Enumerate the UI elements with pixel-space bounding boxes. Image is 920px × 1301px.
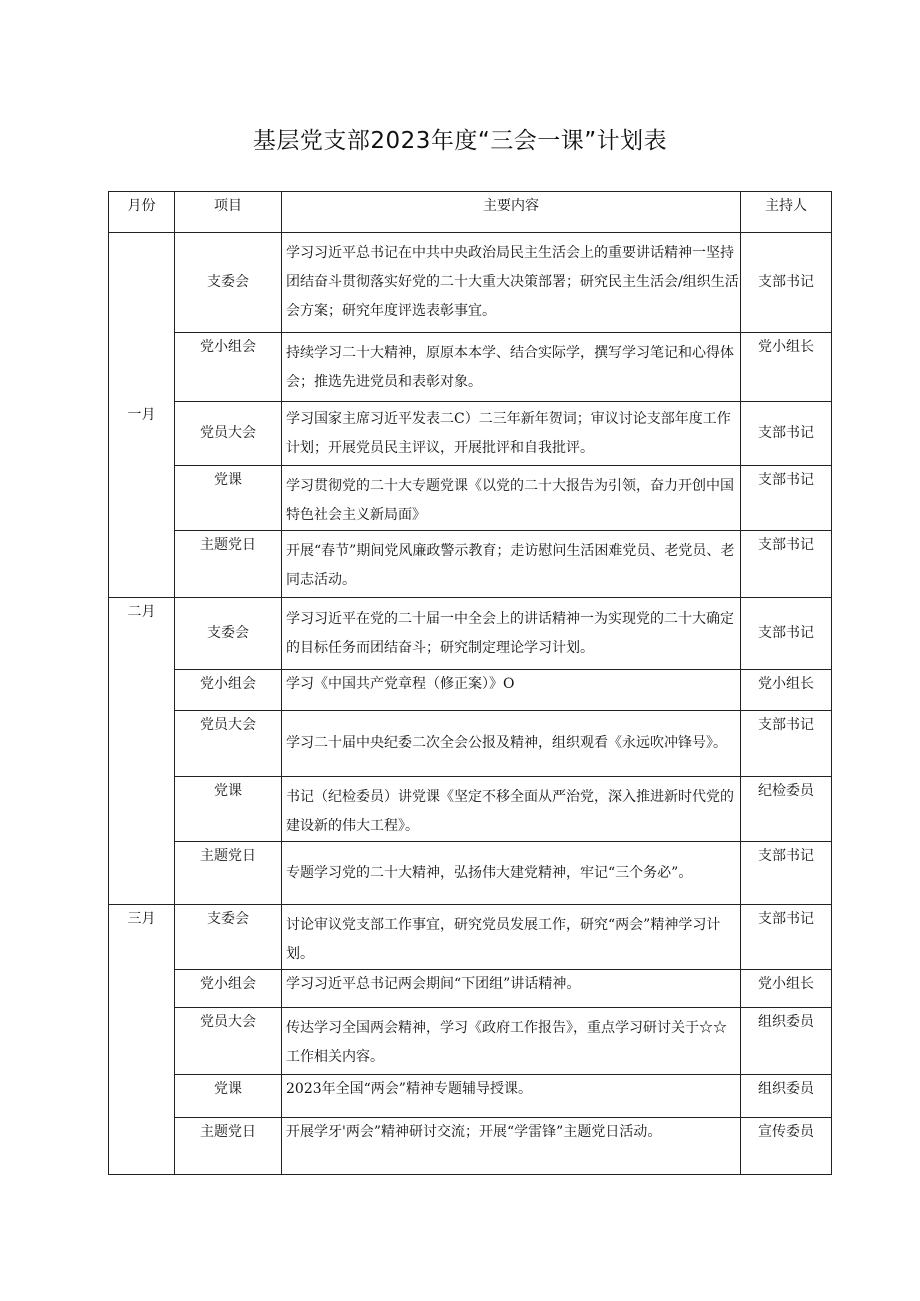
content-cell: 传达学习全国两会精神，学习《政府工作报告》，重点学习研讨关于☆☆工作相关内容。	[282, 1008, 741, 1075]
content-cell: 2023年全国“两会”精神专题辅导授课。	[282, 1075, 741, 1118]
table-row	[109, 333, 832, 402]
table-row	[109, 670, 832, 711]
content-cell: 持续学习二十大精神，原原本本学、结合实际学，撰写学习笔记和心得体会；推选先进党员和表彰对象。	[282, 333, 741, 402]
content-cell: 讨论审议党支部工作事宜，研究党员发展工作，研究“两会”精神学习计划。	[282, 905, 741, 970]
table-row	[109, 711, 832, 777]
host-cell: 支部书记	[741, 598, 832, 670]
table-header-row	[109, 192, 832, 233]
header-month: 月份	[109, 192, 175, 233]
item-cell: 党员大会	[175, 1008, 282, 1075]
table-row	[109, 1008, 832, 1075]
host-cell: 支部书记	[741, 233, 832, 333]
item-cell: 支委会	[175, 598, 282, 670]
table-row	[109, 598, 832, 670]
host-cell: 支部书记	[741, 905, 832, 970]
table-row	[109, 970, 832, 1008]
content-cell: 开展“春节”期间党风廉政警示教育；走访慰问生活困难党员、老党员、老同志活动。	[282, 531, 741, 598]
content-cell: 学习贯彻党的二十大专题党课《以党的二十大报告为引领，奋力开创中国特色社会主义新局面》	[282, 466, 741, 531]
host-cell: 组织委员	[741, 1075, 832, 1118]
content-cell: 学习《中国共产党章程（修正案）》O	[282, 670, 741, 711]
host-cell: 支部书记	[741, 402, 832, 466]
month-cell-feb: 二月	[109, 598, 175, 905]
item-cell: 党小组会	[175, 333, 282, 402]
item-cell: 党员大会	[175, 402, 282, 466]
host-cell: 党小组长	[741, 970, 832, 1008]
header-host: 主持人	[741, 192, 832, 233]
item-cell: 主题党日	[175, 531, 282, 598]
item-cell: 党课	[175, 466, 282, 531]
item-cell: 支委会	[175, 233, 282, 333]
host-cell: 党小组长	[741, 670, 832, 711]
month-cell-mar: 三月	[109, 905, 175, 1175]
plan-table	[108, 191, 832, 1175]
content-cell: 专题学习党的二十大精神，弘扬伟大建党精神，牢记“三个务必”。	[282, 842, 741, 905]
item-cell: 党员大会	[175, 711, 282, 777]
item-cell: 主题党日	[175, 842, 282, 905]
content-cell: 书记（纪检委员）讲党课《坚定不移全面从严治党，深入推进新时代党的建设新的伟大工程》。	[282, 777, 741, 842]
table-row	[109, 777, 832, 842]
host-cell: 支部书记	[741, 842, 832, 905]
host-cell: 支部书记	[741, 711, 832, 777]
table-row	[109, 842, 832, 905]
host-cell: 纪检委员	[741, 777, 832, 842]
item-cell: 主题党日	[175, 1118, 282, 1175]
table-row	[109, 531, 832, 598]
content-cell: 学习习近平总书记两会期间“下团组”讲话精神。	[282, 970, 741, 1008]
header-item: 项目	[175, 192, 282, 233]
host-cell: 宣传委员	[741, 1118, 832, 1175]
item-cell: 党课	[175, 777, 282, 842]
header-content: 主要内容	[282, 192, 741, 233]
table-row	[109, 1118, 832, 1175]
table-row	[109, 402, 832, 466]
item-cell: 党小组会	[175, 670, 282, 711]
content-cell: 学习习近平在党的二十届一中全会上的讲话精神一为实现党的二十大确定的目标任务而团结奋斗；研究制定理论学习计划。	[282, 598, 741, 670]
item-cell: 党课	[175, 1075, 282, 1118]
host-cell: 党小组长	[741, 333, 832, 402]
content-cell: 学习二十届中央纪委二次全会公报及精神，组织观看《永远吹冲锋号》。	[282, 711, 741, 777]
table-row	[109, 466, 832, 531]
content-cell: 学习习近平总书记在中共中央政治局民主生活会上的重要讲话精神一坚持团结奋斗贯彻落实好党的二十大重大决策部署；研究民主生活会/组织生活会方案；研究年度评选表彰事宜。	[282, 233, 741, 333]
table-row	[109, 1075, 832, 1118]
item-cell: 支委会	[175, 905, 282, 970]
content-cell: 开展学牙'两会”精神研讨交流；开展“学雷锋”主题党日活动。	[282, 1118, 741, 1175]
table-row	[109, 233, 832, 333]
host-cell: 支部书记	[741, 466, 832, 531]
host-cell: 支部书记	[741, 531, 832, 598]
table-row	[109, 905, 832, 970]
month-cell-jan: 一月	[109, 233, 175, 598]
host-cell: 组织委员	[741, 1008, 832, 1075]
item-cell: 党小组会	[175, 970, 282, 1008]
page-title: 基层党支部2023年度“三会一课”计划表	[252, 128, 668, 154]
content-cell: 学习国家主席习近平发表二C）二三年新年贺词；审议讨论支部年度工作计划；开展党员民主评议，开展批评和自我批评。	[282, 402, 741, 466]
